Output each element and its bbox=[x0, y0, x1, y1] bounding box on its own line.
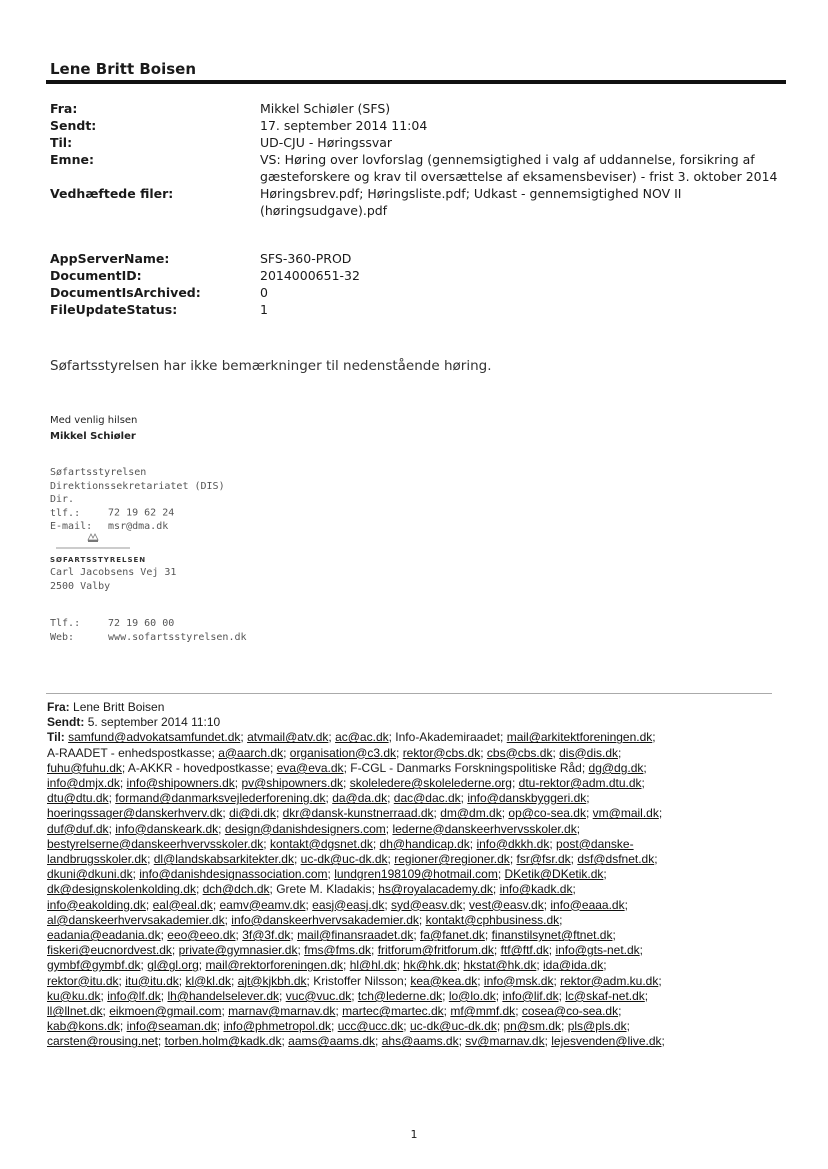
recipient-list bbox=[47, 730, 787, 1049]
recipient-email-link[interactable]: hs@royalacademy.dk bbox=[378, 882, 493, 897]
recipient-email-link[interactable]: dsf@dsfnet.dk bbox=[577, 852, 655, 867]
recipient-email-link[interactable]: landbrugsskoler.dk bbox=[47, 852, 148, 867]
recipient-email-link[interactable]: dm@dm.dk bbox=[440, 806, 502, 821]
recipient-email-link[interactable]: uc-dk@uc-dk.dk bbox=[300, 852, 388, 867]
recipient-email-link[interactable]: pls@pls.dk bbox=[567, 1019, 627, 1034]
recipient-email-link[interactable]: dl@landskabsarkitekter.dk bbox=[153, 852, 294, 867]
recipient-email-link[interactable]: kea@kea.dk bbox=[410, 973, 478, 988]
doc-meta-label: AppServerName: bbox=[50, 251, 170, 266]
recipient-email-link[interactable]: DKetik@DKetik.dk bbox=[504, 867, 604, 882]
recipient-email-link[interactable]: dkuni@dkuni.dk bbox=[47, 867, 133, 882]
recipient-email-link[interactable]: fa@fanet.dk bbox=[420, 928, 485, 943]
recipient-email-link[interactable]: kab@kons.dk bbox=[47, 1019, 120, 1034]
recipient-line: info@dmjx.dk; info@shipowners.dk; pv@shipowners.dk; skoleledere@skolelederne.org; dtu-rektor@adm.dtu.dk; bbox=[47, 776, 645, 791]
recipient-email-link[interactable]: eva@eva.dk bbox=[276, 760, 344, 775]
dir-phone-label: Dir. tlf.: bbox=[50, 494, 81, 519]
recipient-email-link[interactable]: fiskeri@eucnordvest.dk bbox=[47, 943, 172, 958]
recipient-line: A-RAADET - enhedspostkasse; a@aarch.dk; organisation@c3.dk; rektor@cbs.dk; cbs@cbs.dk; dis@dis.dk; bbox=[47, 745, 622, 760]
recipient-email-link[interactable]: dg@dg.dk bbox=[588, 760, 644, 775]
recipient-email-link[interactable]: eeo@eeo.dk bbox=[167, 928, 236, 943]
recipient-email-link[interactable]: fms@fms.dk bbox=[304, 943, 372, 958]
forwarded-from: Lene Britt Boisen bbox=[73, 700, 165, 714]
recipient-email-link[interactable]: ida@ida.dk bbox=[543, 958, 604, 973]
page-number: 1 bbox=[410, 1128, 418, 1141]
recipient-email-link[interactable]: kontakt@dgsnet.dk bbox=[269, 836, 373, 851]
dir-phone: 72 19 62 24 bbox=[108, 507, 175, 519]
recipient-email-link[interactable]: dis@dis.dk bbox=[559, 745, 618, 760]
recipient-email-link[interactable]: info@danishdesignassociation.com bbox=[139, 867, 328, 882]
forwarded-message bbox=[47, 700, 787, 1050]
recipient-email-link[interactable]: op@co-sea.dk bbox=[508, 806, 586, 821]
recipient-line: gymbf@gymbf.dk; gl@gl.org; mail@rektorforeningen.dk; hl@hl.dk; hk@hk.dk; hkstat@hk.dk; ida@ida.dk; bbox=[47, 958, 607, 973]
tel-row bbox=[50, 617, 247, 631]
recipient-line: dtu@dtu.dk; formand@danmarksvejlederforening.dk; da@da.dk; dac@dac.dk; info@danskbyggeri.dk; bbox=[47, 791, 590, 806]
recipient-email-link[interactable]: gl@gl.org bbox=[147, 958, 199, 973]
recipient-email-link[interactable]: itu@itu.dk bbox=[125, 973, 179, 988]
recipient-email-link[interactable]: atvmail@atv.dk bbox=[247, 730, 329, 745]
recipient-email-link[interactable]: lo@lo.dk bbox=[448, 988, 496, 1003]
recipient-email-link[interactable]: da@da.dk bbox=[332, 791, 388, 806]
recipient-name: F-CGL - Danmarks Forskningspolitiske Råd bbox=[350, 760, 582, 775]
email-label: E-mail: bbox=[50, 521, 93, 532]
doc-meta-value: 2014000651-32 bbox=[260, 268, 360, 283]
recipient-line: dk@designskolenkolding.dk; dch@dch.dk; Grete M. Kladakis; hs@royalacademy.dk; info@kadk.dk; bbox=[47, 882, 576, 897]
email-meta-label: Fra: bbox=[50, 101, 78, 116]
recipient-email-link[interactable]: lundgren198109@hotmail.com bbox=[334, 867, 498, 882]
email-meta-label: Sendt: bbox=[50, 118, 97, 133]
recipient-email-link[interactable]: mail@arkitektforeningen.dk bbox=[506, 730, 653, 745]
recipient-email-link[interactable]: info@kadk.dk bbox=[499, 882, 573, 897]
recipient-email-link[interactable]: info@lif.dk bbox=[502, 988, 559, 1003]
email-meta-value: Høringsbrev.pdf; Høringsliste.pdf; Udkast - gennemsigtighed NOV II (høringsudgave).pdf bbox=[260, 186, 682, 218]
recipient-name: Grete M. Kladakis bbox=[276, 882, 372, 897]
recipient-line: fuhu@fuhu.dk; A-AKKR - hovedpostkasse; eva@eva.dk; F-CGL - Danmarks Forskningspolitiske Råd; dg@dg.dk; bbox=[47, 760, 647, 775]
recipient-line: ll@llnet.dk; eikmoen@gmail.com; marnav@marnav.dk; martec@martec.dk; mf@mmf.dk; cosea@co-sea.dk; bbox=[47, 1004, 622, 1019]
recipient-email-link[interactable]: dk@designskolenkolding.dk bbox=[47, 882, 196, 897]
email-meta-value: VS: Høring over lovforslag (gennemsigtighed i valg af uddannelse, forsikring af gæsteforskere og krav til oversættelse af eksamensbeviser) - frist 3. oktober 2014 bbox=[260, 152, 778, 184]
recipient-email-link[interactable]: fsr@fsr.dk bbox=[516, 852, 571, 867]
recipient-email-link[interactable]: pv@shipowners.dk bbox=[241, 776, 344, 791]
recipient-email-link[interactable]: gymbf@gymbf.dk bbox=[47, 958, 141, 973]
recipient-email-link[interactable]: info@dmjx.dk bbox=[47, 776, 120, 791]
recipient-email-link[interactable]: formand@danmarksvejlederforening.dk bbox=[115, 791, 326, 806]
signature-name: Mikkel Schiøler bbox=[50, 431, 136, 442]
recipient-email-link[interactable]: info@lf.dk bbox=[107, 988, 161, 1003]
recipient-email-link[interactable]: mf@mmf.dk bbox=[450, 1004, 516, 1019]
recipient-name: Kristoffer Nilsson bbox=[313, 973, 404, 988]
recipient-email-link[interactable]: 3f@3f.dk bbox=[242, 928, 291, 943]
recipient-email-link[interactable]: a@aarch.dk bbox=[218, 745, 284, 760]
recipient-email-link[interactable]: tch@lederne.dk bbox=[357, 988, 443, 1003]
recipient-email-link[interactable]: carsten@rousing.net bbox=[47, 1034, 158, 1049]
doc-meta-value: SFS-360-PROD bbox=[260, 251, 352, 266]
recipient-email-link[interactable]: eadania@eadania.dk bbox=[47, 928, 161, 943]
recipient-email-link[interactable]: info@seaman.dk bbox=[126, 1019, 217, 1034]
recipient-email-link[interactable]: info@danskeerhvervsakademier.dk bbox=[231, 912, 419, 927]
recipient-email-link[interactable]: ajt@kjkbh.dk bbox=[237, 973, 307, 988]
email-meta-value: Mikkel Schiøler (SFS) bbox=[260, 101, 391, 116]
address-city: 2500 Valby bbox=[50, 580, 111, 592]
recipient-line: rektor@itu.dk; itu@itu.dk; kl@kl.dk; ajt@kjkbh.dk; Kristoffer Nilsson; kea@kea.dk; info@msk.dk; rektor@adm.ku.dk; bbox=[47, 973, 662, 988]
recipient-line: hoeringssager@danskerhverv.dk; di@di.dk; dkr@dansk-kunstnerraad.dk; dm@dm.dk; op@co-sea.dk; vm@mail.dk; bbox=[47, 806, 663, 821]
recipient-email-link[interactable]: dch@dch.dk bbox=[202, 882, 270, 897]
email-meta-label: Til: bbox=[50, 135, 73, 150]
recipient-email-link[interactable]: post@danske- bbox=[556, 836, 634, 851]
org-name: Søfartsstyrelsen bbox=[50, 467, 147, 478]
recipient-email-link[interactable]: bestyrelserne@danskeerhvervsskoler.dk bbox=[47, 836, 264, 851]
recipient-email-link[interactable]: info@dkkh.dk bbox=[476, 836, 550, 851]
web-link[interactable]: www.sofartsstyrelsen.dk bbox=[108, 631, 247, 643]
message-separator bbox=[46, 693, 772, 694]
recipient-email-link[interactable]: fuhu@fuhu.dk bbox=[47, 760, 122, 775]
recipient-email-link[interactable]: eamv@eamv.dk bbox=[219, 897, 306, 912]
recipient-email-link[interactable]: cbs@cbs.dk bbox=[486, 745, 553, 760]
recipient-email-link[interactable]: lc@skaf-net.dk bbox=[565, 988, 645, 1003]
forwarded-to-label: Til: bbox=[47, 730, 65, 745]
signature-address-block bbox=[50, 566, 176, 593]
recipient-email-link[interactable]: kl@kl.dk bbox=[185, 973, 231, 988]
recipient-email-link[interactable]: info@danskbyggeri.dk bbox=[467, 791, 587, 806]
recipient-line: Til: samfund@advokatsamfundet.dk; atvmail@atv.dk; ac@ac.dk; Info-Akademiraadet; mail@arkitektforeningen.dk; bbox=[47, 730, 656, 745]
recipient-email-link[interactable]: ftf@ftf.dk bbox=[500, 943, 549, 958]
recipient-email-link[interactable]: martec@martec.dk bbox=[342, 1004, 444, 1019]
web-label: Web: bbox=[50, 631, 75, 643]
recipient-email-link[interactable]: dac@dac.dk bbox=[393, 791, 461, 806]
recipient-email-link[interactable]: hl@hl.dk bbox=[349, 958, 397, 973]
recipient-email-link[interactable]: design@danishdesigners.com bbox=[224, 821, 386, 836]
recipient-email-link[interactable]: eal@eal.dk bbox=[152, 897, 213, 912]
recipient-email-link[interactable]: ucc@ucc.dk bbox=[337, 1019, 404, 1034]
recipient-line: duf@duf.dk; info@danskeark.dk; design@danishdesigners.com; lederne@danskeerhvervsskoler.dk; bbox=[47, 821, 581, 836]
recipient-email-link[interactable]: torben.holm@kadk.dk bbox=[164, 1034, 282, 1049]
recipient-line: kab@kons.dk; info@seaman.dk; info@phmetropol.dk; ucc@ucc.dk; uc-dk@uc-dk.dk; pn@sm.dk; pls@pls.dk; bbox=[47, 1019, 630, 1034]
recipient-email-link[interactable]: info@shipowners.dk bbox=[126, 776, 235, 791]
recipient-email-link[interactable]: hk@hk.dk bbox=[403, 958, 457, 973]
forwarded-from-label: Fra: bbox=[47, 700, 70, 714]
recipient-email-link[interactable]: info@msk.dk bbox=[483, 973, 554, 988]
recipient-name: A-AKKR - hovedpostkasse bbox=[127, 760, 270, 775]
recipient-email-link[interactable]: kontakt@cphbusiness.dk bbox=[425, 912, 560, 927]
email-meta-label: Vedhæftede filer: bbox=[50, 186, 174, 201]
recipient-email-link[interactable]: hkstat@hk.dk bbox=[463, 958, 537, 973]
header-rule bbox=[46, 80, 786, 84]
recipient-email-link[interactable]: samfund@advokatsamfundet.dk bbox=[68, 730, 241, 745]
recipient-email-link[interactable]: cosea@co-sea.dk bbox=[521, 1004, 619, 1019]
recipient-email-link[interactable]: uc-dk@uc-dk.dk bbox=[409, 1019, 497, 1034]
recipient-email-link[interactable]: vuc@vuc.dk bbox=[285, 988, 352, 1003]
recipient-name: A-RAADET - enhedspostkasse bbox=[47, 745, 212, 760]
recipient-email-link[interactable]: info@danskeark.dk bbox=[115, 821, 219, 836]
web-row bbox=[50, 631, 247, 645]
doc-meta-label: DocumentIsArchived: bbox=[50, 285, 201, 300]
email-meta-label: Emne: bbox=[50, 152, 94, 167]
recipient-email-link[interactable]: fritforum@fritforum.dk bbox=[377, 943, 494, 958]
recipient-email-link[interactable]: dh@handicap.dk bbox=[379, 836, 470, 851]
recipient-email-link[interactable]: ku@ku.dk bbox=[47, 988, 101, 1003]
forwarded-from-row bbox=[47, 700, 787, 715]
forwarded-sent-row bbox=[47, 715, 787, 730]
recipient-line: ku@ku.dk; info@lf.dk; lh@handelselever.dk; vuc@vuc.dk; tch@lederne.dk; lo@lo.dk; info@lif.dk; lc@skaf-net.dk; bbox=[47, 988, 649, 1003]
recipient-email-link[interactable]: mail@finansraadet.dk bbox=[297, 928, 414, 943]
org-dir-phone-row bbox=[50, 493, 225, 520]
header-name: Lene Britt Boisen bbox=[50, 60, 197, 78]
recipient-line: bestyrelserne@danskeerhvervsskoler.dk; kontakt@dgsnet.dk; dh@handicap.dk; info@dkkh.dk; post@danske- bbox=[47, 836, 634, 851]
doc-meta-value: 1 bbox=[260, 302, 268, 317]
recipient-email-link[interactable]: eikmoen@gmail.com bbox=[109, 1004, 222, 1019]
recipient-email-link[interactable]: dkr@dansk-kunstnerraad.dk bbox=[282, 806, 434, 821]
tel-value: 72 19 60 00 bbox=[108, 618, 175, 629]
doc-meta-label: DocumentID: bbox=[50, 268, 142, 283]
recipient-email-link[interactable]: hoeringssager@danskerhverv.dk bbox=[47, 806, 223, 821]
recipient-email-link[interactable]: ahs@aams.dk bbox=[381, 1034, 459, 1049]
recipient-email-link[interactable]: vm@mail.dk bbox=[592, 806, 659, 821]
recipient-line: eadania@eadania.dk; eeo@eeo.dk; 3f@3f.dk; mail@finansraadet.dk; fa@fanet.dk; finanstilsynet@ftnet.dk; bbox=[47, 928, 616, 943]
recipient-email-link[interactable]: marnav@marnav.dk bbox=[228, 1004, 336, 1019]
recipient-email-link[interactable]: lejesvenden@live.dk bbox=[551, 1034, 662, 1049]
recipient-email-link[interactable]: mail@rektorforeningen.dk bbox=[205, 958, 344, 973]
forwarded-sent-label: Sendt: bbox=[47, 715, 85, 730]
statement-text: Søfartsstyrelsen har ikke bemærkninger til nedenstående høring. bbox=[50, 358, 492, 374]
tel-label: Tlf.: bbox=[50, 618, 81, 629]
recipient-email-link[interactable]: rektor@cbs.dk bbox=[402, 745, 481, 760]
recipient-email-link[interactable]: di@di.dk bbox=[229, 806, 276, 821]
recipient-email-link[interactable]: skoleledere@skolelederne.org bbox=[349, 776, 512, 791]
signature-contact-block bbox=[50, 617, 247, 644]
recipient-email-link[interactable]: private@gymnasier.dk bbox=[178, 943, 298, 958]
recipient-line: al@danskeerhvervsakademier.dk; info@danskeerhvervsakademier.dk; kontakt@cphbusiness.dk; bbox=[47, 912, 563, 927]
recipient-email-link[interactable]: ll@llnet.dk bbox=[47, 1004, 103, 1019]
recipient-name: Info-Akademiraadet bbox=[395, 730, 501, 745]
recipient-email-link[interactable]: info@phmetropol.dk bbox=[223, 1019, 332, 1034]
recipient-email-link[interactable]: info@eakolding.dk bbox=[47, 897, 146, 912]
recipient-email-link[interactable]: easj@easj.dk bbox=[312, 897, 385, 912]
address-street: Carl Jacobsens Vej 31 bbox=[50, 567, 177, 578]
recipient-email-link[interactable]: syd@easv.dk bbox=[391, 897, 463, 912]
recipient-line: landbrugsskoler.dk; dl@landskabsarkitekter.dk; uc-dk@uc-dk.dk; regioner@regioner.dk; fsr@fsr.dk; dsf@dsfnet.dk; bbox=[47, 852, 658, 867]
recipient-line: dkuni@dkuni.dk; info@danishdesignassociation.com; lundgren198109@hotmail.com; DKetik@DKetik.dk; bbox=[47, 867, 607, 882]
recipient-email-link[interactable]: al@danskeerhvervsakademier.dk bbox=[47, 912, 225, 927]
logo-wordmark: SØFARTSSTYRELSEN bbox=[50, 556, 147, 564]
email-meta-value: 17. september 2014 11:04 bbox=[260, 118, 428, 133]
recipient-email-link[interactable]: duf@duf.dk bbox=[47, 821, 109, 836]
recipient-email-link[interactable]: vest@easv.dk bbox=[469, 897, 544, 912]
recipient-email-link[interactable]: lh@handelselever.dk bbox=[167, 988, 280, 1003]
recipient-email-link[interactable]: dtu@dtu.dk bbox=[47, 791, 109, 806]
recipient-email-link[interactable]: rektor@itu.dk bbox=[47, 973, 119, 988]
recipient-email-link[interactable]: aams@aams.dk bbox=[288, 1034, 376, 1049]
recipient-email-link[interactable]: dtu-rektor@adm.dtu.dk bbox=[518, 776, 642, 791]
recipient-line: carsten@rousing.net; torben.holm@kadk.dk; aams@aams.dk; ahs@aams.dk; sv@marnav.dk; lejesvenden@live.dk; bbox=[47, 1034, 665, 1049]
recipient-line: fiskeri@eucnordvest.dk; private@gymnasier.dk; fms@fms.dk; fritforum@fritforum.dk; ftf@ftf.dk; info@gts-net.dk; bbox=[47, 943, 644, 958]
recipient-email-link[interactable]: rektor@adm.ku.dk bbox=[560, 973, 659, 988]
recipient-email-link[interactable]: lederne@danskeerhvervsskoler.dk bbox=[392, 821, 577, 836]
recipient-email-link[interactable]: ac@ac.dk bbox=[335, 730, 389, 745]
recipient-email-link[interactable]: organisation@c3.dk bbox=[289, 745, 397, 760]
recipient-email-link[interactable]: finanstilsynet@ftnet.dk bbox=[491, 928, 613, 943]
recipient-line: info@eakolding.dk; eal@eal.dk; eamv@eamv.dk; easj@easj.dk; syd@easv.dk; vest@easv.dk; info@eaaa.dk; bbox=[47, 897, 628, 912]
doc-meta-label: FileUpdateStatus: bbox=[50, 302, 178, 317]
recipient-email-link[interactable]: info@gts-net.dk bbox=[555, 943, 640, 958]
email-link[interactable]: msr@dma.dk bbox=[108, 521, 169, 532]
forwarded-sent: 5. september 2014 11:10 bbox=[87, 715, 221, 730]
recipient-email-link[interactable]: pn@sm.dk bbox=[503, 1019, 562, 1034]
recipient-email-link[interactable]: sv@marnav.dk bbox=[465, 1034, 545, 1049]
recipient-email-link[interactable]: regioner@regioner.dk bbox=[394, 852, 510, 867]
doc-meta-value: 0 bbox=[260, 285, 268, 300]
org-department: Direktionssekretariatet (DIS) bbox=[50, 480, 225, 492]
signature-greeting: Med venlig hilsen bbox=[50, 415, 138, 426]
recipient-email-link[interactable]: info@eaaa.dk bbox=[550, 897, 625, 912]
signature-org-block bbox=[50, 466, 225, 534]
email-meta-value: UD-CJU - Høringssvar bbox=[260, 135, 393, 150]
